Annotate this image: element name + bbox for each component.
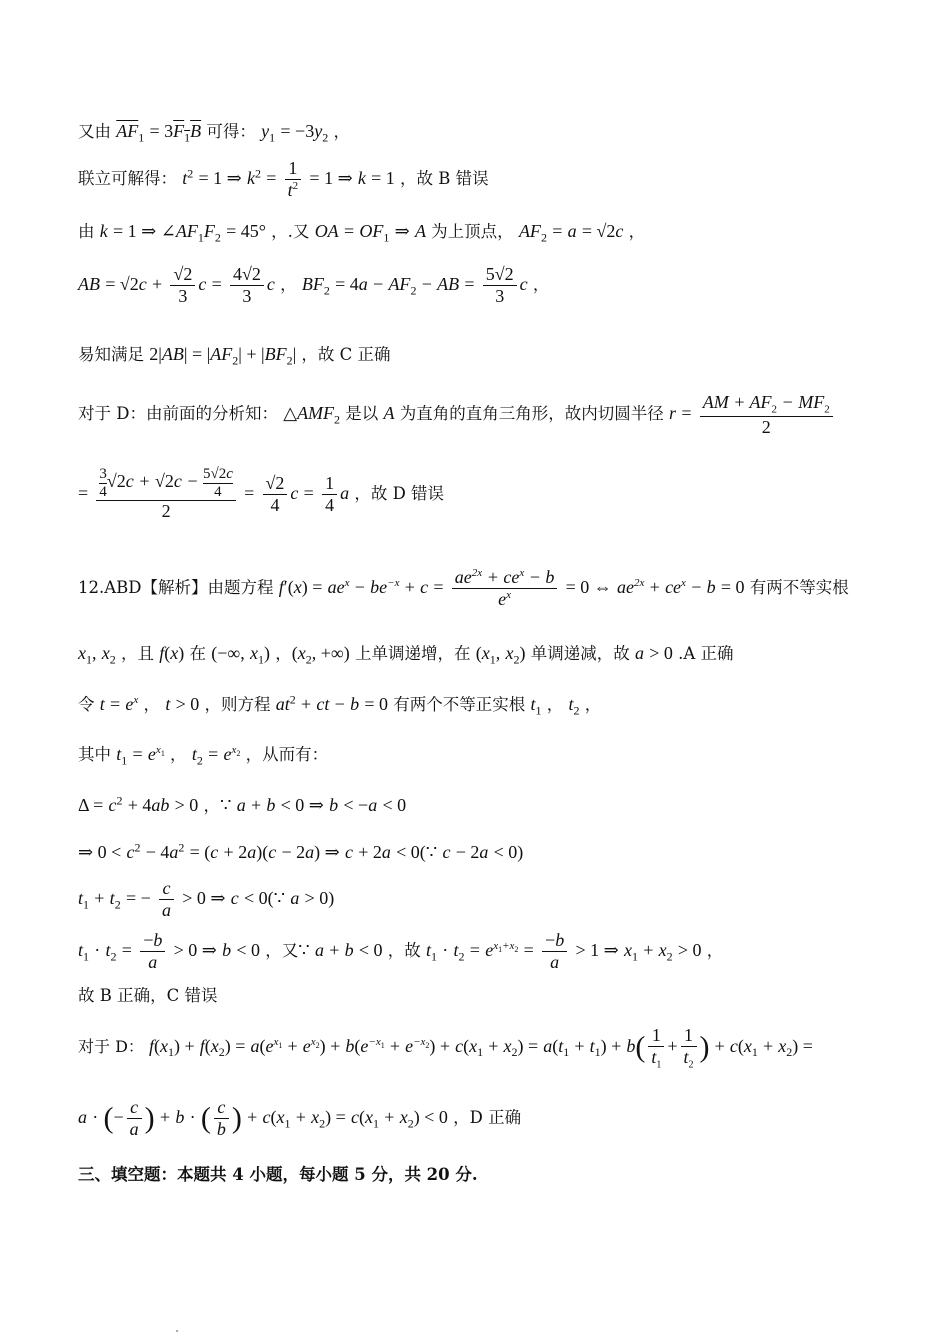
- page-mark: [176, 1330, 178, 1332]
- text-line: a · (− $\frac{c}{a}$ ) + b · ( $\frac{c}{b}$ ) + $c(x_1 + x_2) = c(x_1 + x_2) < 0$ ，D 正确: [78, 1097, 522, 1139]
- text-line: $t_1 \cdot t_2$ = $\frac{-b}{a}$ > 0 ⇒ b < 0 ，又∵ a + b < 0 ，故 $t_1 \cdot t_2 = e^{x_1+x_2}$ = $\frac{-b}{a}$ > 1 ⇒ $x_1 + x_2 > 0$ ，: [78, 930, 724, 972]
- text-line: = $\frac{3}{4}$ √2c + √2c − $\frac{5√2c}{4}$ 2 = $\frac{√2}{4}$ c = $\frac{1}{4}$ a ，故 D 错误: [78, 466, 445, 521]
- text-line: $\Delta = c^2 + 4ab > 0$ ，∵ a + b < 0 ⇒ b < −a < 0: [78, 793, 407, 815]
- text-line: 由 k = 1 ⇒ $\angle AF_1F_2 = 45^\circ$ ，.又 OA = $OF_1$ ⇒ A 为上顶点， $AF_2 = a = √2c$ ，: [78, 221, 646, 245]
- text-line: 令 $t = e^x$ ， t > 0 ，则方程 $at^2$ + ct − b = 0 有两个不等正实根 $t_1$ ， $t_2$ ，: [78, 692, 602, 718]
- text-line: $x_1$, $x_2$ ，且 f(x) 在 (−∞, $x_1$) ，($x_2$, +∞) 上单调递增，在 ($x_1$, $x_2$) 单调递减，故 a > 0 .A 正确: [78, 643, 734, 667]
- text-line: ⇒ $0 < c^2 - 4a^2 = (c + 2a)(c - 2a)$ ⇒ c + 2a < 0(∵ c − 2a < 0): [78, 840, 524, 862]
- text-line: 又由 $\overline{AF}_1 = 3F_1B$ 可得： $y_1 = -3y_2$ ，: [78, 121, 350, 145]
- text-line: AB = √2c + $\frac{√2}{3}$ c = $\frac{4√2}{3}$ c ， $BF_2 = 4a - AF_2$ − AB = $\frac{5√2}{3}$ c ，: [78, 264, 550, 306]
- text-line: 故 B 正确，C 错误: [78, 986, 218, 1005]
- text-line: 12.ABD【解析】由题方程 $f'(x) = ae^x - be^{-x} + c$ = $\frac{ae^{2x} + ce^x - b}{e^x}$ = 0 ⇔ $ae^{2x} + ce^x - b = 0$ 有两不等实根: [78, 567, 849, 609]
- text-line: 联立可解得： $t^2 = 1$ ⇒ $k^2$ = $\frac{1}{t^2}$ = 1 ⇒ k = 1 ，故 B 错误: [78, 158, 489, 200]
- text-line: 对于 D： $f(x_1) + f(x_2) = a(e^{x_1} + e^{x_2}) + b(e^{-x_1} + e^{-x_2}) + c(x_1 + x_2) = a(t_1 + t_1) + b$( $\frac{1}{t_1}$ + $\frac{1}{t_2}$ ) + $c(x_1 + x_2)$ =: [78, 1025, 813, 1071]
- section-heading: 三、填空题：本题共 4 小题，每小题 5 分，共 20 分.: [78, 1165, 478, 1184]
- text-line: 易知满足 $2|AB| = |AF_2| + |BF_2|$ ，故 C 正确: [78, 344, 391, 368]
- text-line: $t_1 + t_2$ = − $\frac{c}{a}$ > 0 ⇒ c < 0(∵ a > 0): [78, 878, 335, 920]
- text-line: 其中 $t_1 = e^{x_1}$ ， $t_2 = e^{x_2}$ ，从而有：: [78, 744, 329, 768]
- text-line: 对于 D：由前面的分析知： $\triangle AMF_2$ 是以 A 为直角的直角三角形，故内切圆半径 r = $\frac{AM + AF_2 - MF_2}{2}$: [78, 392, 880, 438]
